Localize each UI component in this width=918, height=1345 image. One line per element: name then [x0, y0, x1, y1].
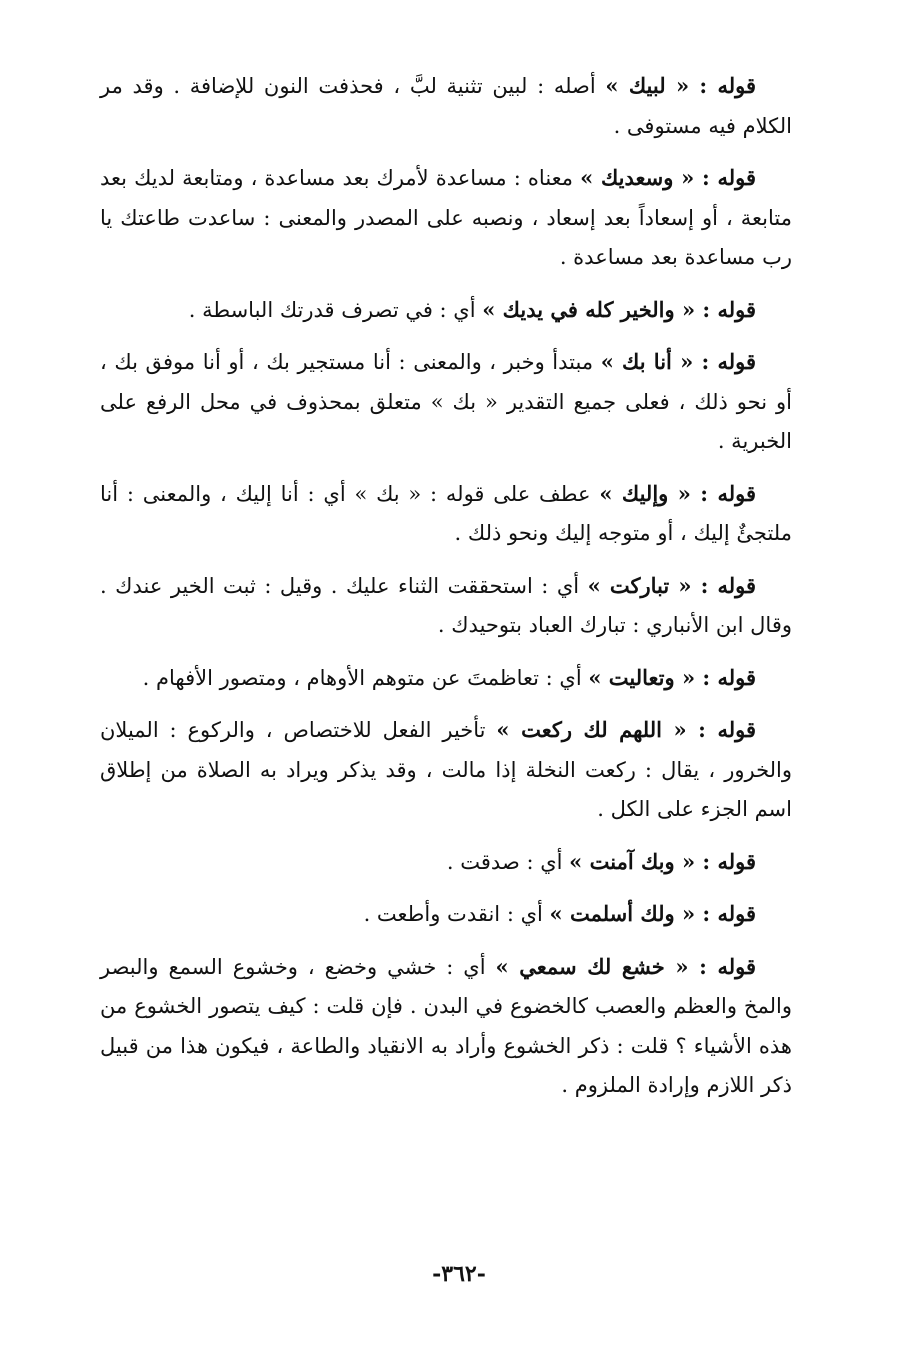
paragraph-text: أي : تعاظمتَ عن متوهم الأوهام ، ومتصور الأفهام . — [142, 665, 589, 690]
paragraph-sadayk — [100, 158, 792, 278]
paragraph-lead: قوله : « وإليك » — [599, 480, 757, 506]
paragraph-lead: قوله : « لبيك » — [605, 73, 756, 98]
paragraph-al-khayr — [100, 290, 792, 331]
paragraph-text: تأخير الفعل للاختصاص ، والركوع : الميلان والخرور ، يقال : ركعت النخلة إذا مالت ، وقد يذكر ويراد به الصلاة من إطلاق اسم الجزء على الكل . — [100, 718, 792, 821]
paragraph-lead: قوله : « اللهم لك ركعت » — [496, 717, 756, 742]
paragraph-labbayk — [100, 66, 792, 146]
paragraph-amantu — [100, 842, 792, 883]
paragraph-lead: قوله : « أنا بك » — [600, 349, 756, 374]
paragraph-lead: قوله : « تباركت » — [587, 572, 756, 598]
paragraph-lead: قوله : « ولك أسلمت » — [549, 901, 756, 926]
paragraph-lead: قوله : « وبك آمنت » — [569, 848, 756, 874]
paragraph-text: أي : انقدت وأطعت . — [363, 902, 550, 926]
paragraph-text: أي : خشي وخضع ، وخشوع السمع والبصر والمخ والعظم والعصب كالخضوع في البدن . فإن قلت : كيف يتصور الخشوع من هذه الأشياء ؟ قلت : ذكر الخشوع وأراد به الانقياد والطاعة ، فيكون هذا من قبيل ذكر اللازم وإرادة الملزوم . — [100, 954, 792, 1097]
page-number: -٣٦٢- — [432, 1261, 486, 1287]
paragraph-wa-ilayk — [100, 474, 792, 554]
paragraph-khashaa — [100, 947, 792, 1106]
paragraph-text: معناه : مساعدة لأمرك بعد مساعدة ، ومتابعة لديك بعد متابعة ، أو إسعاداً بعد إسعاد ، ونصبه على المصدر والمعنى : ساعدت طاعتك يا رب مساعدة بعد مساعدة . — [100, 166, 792, 269]
paragraph-text: أي : في تصرف قدرتك الباسطة . — [188, 297, 483, 322]
paragraph-text: عطف على قوله : « بك » أي : أنا إليك ، والمعنى : أنا ملتجئٌ إليك ، أو متوجه إليك ونحو ذلك . — [100, 481, 792, 545]
paragraph-lead: قوله : « وتعاليت » — [588, 664, 756, 690]
paragraph-text: مبتدأ وخبر ، والمعنى : أنا مستجير بك ، أو أنا موفق بك ، أو نحو ذلك ، فعلى جميع التقدير « بك » متعلق بمحذوف في محل الرفع على الخبرية . — [100, 350, 792, 453]
paragraph-lead: قوله : « والخير كله في يديك » — [482, 296, 756, 322]
paragraph-tabarakta — [100, 566, 792, 646]
paragraph-text: أي : استحققت الثناء عليك . وقيل : ثبت الخير عندك . وقال ابن الأنباري : تبارك العباد بتوحيدك . — [100, 573, 792, 637]
paragraph-text: أي : صدقت . — [446, 849, 570, 874]
paragraph-lead: قوله : « وسعديك » — [580, 165, 756, 190]
paragraph-ana-bika — [100, 342, 792, 462]
paragraph-aslamtu — [100, 894, 792, 935]
paragraph-rakatu — [100, 710, 792, 830]
paragraph-taalayta — [100, 658, 792, 699]
paragraph-lead: قوله : « خشع لك سمعي » — [495, 953, 756, 979]
paragraph-text: أصله : لبين تثنية لبَّ ، فحذفت النون للإضافة . وقد مر الكلام فيه مستوفى . — [100, 74, 792, 138]
